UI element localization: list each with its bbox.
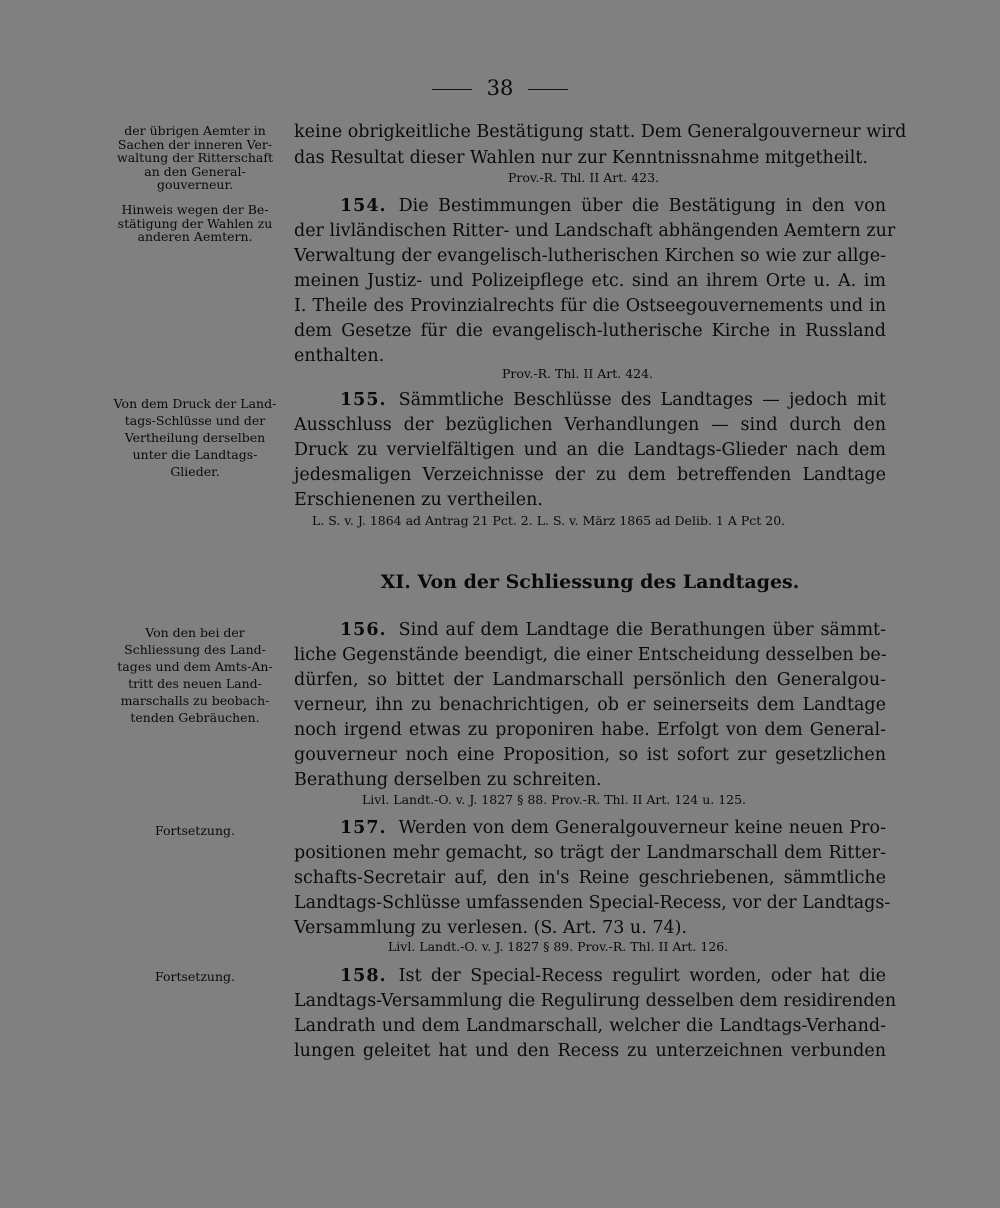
text-line: der livländischen Ritter- und Landschaft abhängenden Aemtern zur — [294, 221, 896, 241]
text-line: gouverneur noch eine Proposition, so ist sofort zur gesetzlichen — [294, 745, 886, 765]
margin-note-line: Hinweis wegen der Be- — [121, 202, 269, 217]
margin-note-line: Sachen der inneren Ver- — [117, 136, 273, 152]
article-number: 157. — [340, 818, 387, 838]
text-line: noch irgend etwas zu proponiren habe. Erfolgt von dem General- — [294, 720, 886, 740]
margin-note-line: unter die Landtags- — [132, 447, 258, 462]
text-line — [294, 816, 886, 840]
margin-note-line: an den General- — [144, 163, 246, 179]
text-line: Berathung derselben zu schreiten. — [294, 770, 602, 790]
text-line: I. Theile des Provinzialrechts für die Ostseegouvernements und in — [294, 296, 886, 316]
margin-note-line: waltung der Ritterschaft — [117, 150, 273, 165]
margin-note-confirmation — [100, 203, 290, 244]
article-number: 158. — [340, 966, 387, 986]
margin-note-line: Fortsetzung. — [154, 823, 235, 838]
text-line-content: Werden von dem Generalgouverneur keine neuen Pro- — [398, 818, 886, 838]
margin-note-line: Von den bei der — [145, 625, 245, 640]
margin-note-line: gouverneur. — [156, 177, 234, 192]
header-dash-left — [432, 89, 472, 90]
section-heading: XI. Von der Schliessung des Landtages. — [380, 571, 800, 593]
margin-note-line: tritt des neuen Land- — [128, 676, 262, 691]
text-line: keine obrigkeitliche Bestätigung statt. Dem Generalgouverneur wird — [294, 122, 907, 142]
margin-note-line: Vertheilung derselben — [124, 430, 266, 445]
text-line-content: Sind auf dem Landtage die Berathungen über sämmt- — [398, 620, 886, 640]
legal-reference: Livl. Landt.-O. v. J. 1827 § 89. Prov.-R. Thl. II Art. 126. — [388, 939, 729, 954]
margin-note-line: Glieder. — [170, 464, 220, 479]
header-dash-right — [528, 89, 568, 90]
text-line — [294, 194, 886, 218]
text-line — [294, 964, 886, 988]
legal-reference: L. S. v. J. 1864 ad Antrag 21 Pct. 2. L. S. v. März 1865 ad Delib. 1 A Pct 20. — [312, 513, 786, 528]
text-line — [294, 618, 886, 642]
text-line: jedesmaligen Verzeichnisse der zu dem betreffenden Landtage — [294, 465, 886, 485]
margin-note-line: Von dem Druck der Land- — [113, 396, 277, 411]
page-number: 38 — [486, 76, 514, 100]
text-line — [294, 388, 886, 412]
text-line: liche Gegenstände beendigt, die einer Entscheidung desselben be- — [294, 645, 887, 665]
legal-reference: Livl. Landt.-O. v. J. 1827 § 88. Prov.-R. Thl. II Art. 124 u. 125. — [362, 792, 747, 807]
margin-note-line: tags-Schlüsse und der — [124, 413, 266, 428]
text-line: meinen Justiz- und Polizeipflege etc. sind an ihrem Orte u. A. im — [294, 271, 886, 291]
text-line: enthalten. — [294, 346, 385, 366]
text-line: positionen mehr gemacht, so trägt der Landmarschall dem Ritter- — [294, 843, 886, 863]
margin-note-line: anderen Aemtern. — [137, 229, 253, 244]
text-line: Ausschluss der bezüglichen Verhandlungen — sind durch den — [294, 415, 886, 435]
text-line: Landrath und dem Landmarschall, welcher die Landtags-Verhand- — [294, 1016, 886, 1036]
margin-note-line: Schliessung des Land- — [124, 642, 266, 657]
margin-note-printing — [100, 395, 290, 480]
margin-note-line: Fortsetzung. — [154, 969, 235, 984]
article-number: 155. — [340, 390, 387, 410]
article-number: 156. — [340, 620, 387, 640]
margin-note-line: tenden Gebräuchen. — [130, 710, 260, 725]
text-line: Druck zu vervielfältigen und an die Landtags-Glieder nach dem — [294, 440, 886, 460]
margin-note-line: stätigung der Wahlen zu — [117, 215, 273, 231]
text-line: Verwaltung der evangelisch-lutherischen Kirchen so wie zur allge- — [294, 246, 886, 266]
text-line: Erschienenen zu vertheilen. — [294, 490, 543, 510]
text-line: Versammlung zu verlesen. (S. Art. 73 u. 74). — [294, 918, 687, 938]
text-line: verneur, ihn zu benachrichtigen, ob er seinerseits dem Landtage — [294, 695, 886, 715]
page-header — [0, 76, 1000, 100]
margin-note-elections — [100, 124, 290, 192]
margin-note-line: marschalls zu beobach- — [120, 693, 270, 708]
text-line-content: Sämmtliche Beschlüsse des Landtages — jedoch mit — [398, 390, 886, 410]
text-line: schafts-Secretair auf, den in's Reine geschriebenen, sämmtliche — [294, 868, 886, 888]
margin-note-line: tages und dem Amts-An- — [117, 659, 273, 674]
margin-note-continuation — [100, 970, 290, 984]
article-number: 154. — [340, 196, 387, 216]
text-line-content: Die Bestimmungen über die Bestätigung in den von — [398, 196, 886, 216]
text-line: dürfen, so bittet der Landmarschall persönlich den Generalgou- — [294, 670, 886, 690]
text-line: Landtags-Versammlung die Regulirung desselben dem residirenden — [294, 991, 897, 1011]
text-line: lungen geleitet hat und den Recess zu unterzeichnen verbunden — [294, 1041, 886, 1061]
margin-note-continuation — [100, 824, 290, 838]
legal-reference: Prov.-R. Thl. II Art. 423. — [508, 170, 660, 185]
margin-note-closing-customs — [100, 624, 290, 726]
text-line-content: Ist der Special-Recess regulirt worden, oder hat die — [398, 966, 886, 986]
text-line: Landtags-Schlüsse umfassenden Special-Recess, vor der Landtags- — [294, 893, 891, 913]
text-line: dem Gesetze für die evangelisch-lutherische Kirche in Russland — [294, 321, 886, 341]
margin-note-line: der übrigen Aemter in — [124, 123, 266, 138]
text-line: das Resultat dieser Wahlen nur zur Kenntnissnahme mitgetheilt. — [294, 148, 868, 168]
legal-reference: Prov.-R. Thl. II Art. 424. — [502, 366, 654, 381]
